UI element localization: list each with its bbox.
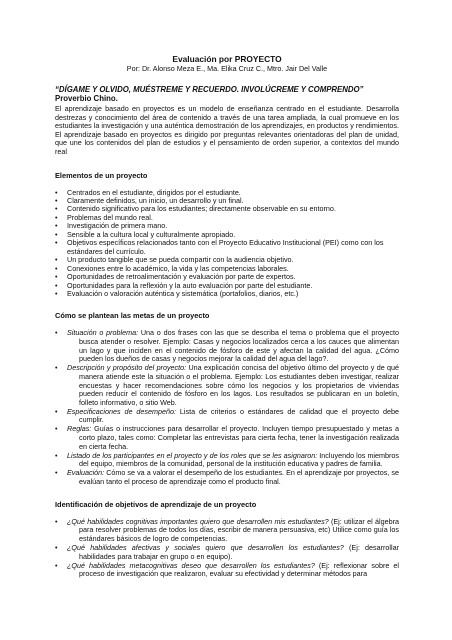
quote-text: “DÍGAME Y OLVIDO, MUÉSTREME Y RECUERDO. INVOLÚCREME Y COMPRENDO” (55, 85, 364, 94)
list-item: • Conexiones entre lo académico, la vida y las competencias laborales. (55, 265, 399, 273)
list-item: • Contenido significativo para los estudiantes; directamente observable en su entorno. (55, 205, 399, 213)
list-item-text: Lista de criterios o estándares de calidad que el proyecto debe cumplir. (79, 406, 399, 425)
list-item-text: (Ej: utilizar el álgebra para resolver problemas de todos los días, escribir de manera persuasiva, etc) Utilice como guía los estándares básicos de logro de competencias. (79, 516, 399, 543)
list-item (55, 364, 399, 407)
list-item: • Oportunidades para la reflexión y la auto evaluación por parte del estudiante. (55, 282, 399, 290)
list-item-term: Descripción y propósito del proyecto: (67, 363, 187, 373)
section-heading-metas: Cómo se plantean las metas de un proyecto (55, 311, 210, 321)
list-item (55, 329, 399, 363)
elementos-list (55, 189, 399, 299)
list-item (55, 425, 399, 451)
list-item: • Investigación de primera mano. (55, 222, 399, 230)
list-item-text: Cómo se va a valorar el desempeño de los estudiantes. En el aprendizaje por proyectos, se evalúan tanto el proceso de aprendizaje como el producto final. (79, 468, 399, 487)
authors-line: Por: Dr. Alonso Meza E., Ma. Elika Cruz C., Mtro. Jair Del Valle (126, 64, 328, 73)
list-item: • Un producto tangible que se pueda compartir con la audiencia objetivo. (55, 256, 399, 264)
list-item (55, 408, 399, 425)
list-item-text: Incluyendo los miembros del equipo, miembros de la comunidad, personal de la institución educativa y padres de familia. (79, 450, 399, 469)
intro-paragraph: El aprendizaje basado en proyectos es un modelo de enseñanza centrado en el estudiante. Desarrolla destrezas y conocimiento del área de contenido a través de una tarea ampliada, la cual promueve en los estudiantes la investigación y una auténtica demostración de los aprendizajes, en productos y rendimientos. El aprendizaje basado en proyectos es dirigido por preguntas relevantes orientadoras del plan de unidad, que une los contenidos del plan de estudios y el pensamiento de orden superior, a contextos del mundo real (55, 104, 400, 156)
list-item-text: Una explicación concisa del objetivo último del proyecto y de qué manera atiende este la situación o el problema. Ejemplo: Los estudiantes deben investigar, realizar encuestas y hacer recomendaciones sobre cómo los negocios y los propietarios de viviendas pueden reducir el contenido de fósforo en los lagos. Los resultados se publicaran en un boletín, folleto informativo, o sitio Web. (79, 363, 400, 407)
list-item: • Problemas del mundo real. (55, 214, 399, 222)
list-item (55, 452, 399, 469)
document-title: Evaluación por PROYECTO (172, 54, 282, 64)
list-item-term: ¿Qué habilidades cognitivas importantes quiero que desarrollen mis estudiantes? (67, 516, 329, 526)
list-item-term: Evaluación: (67, 468, 105, 478)
list-item (55, 469, 399, 486)
list-item (55, 562, 399, 579)
list-item-text: (Ej: desarrollar habilidades para trabajar en grupo o en equipo). (79, 542, 400, 561)
list-item: • Claramente definidos, un inicio, un desarrollo y un final. (55, 197, 399, 205)
list-item: • Objetivos específicos relacionados tanto con el Proyecto Educativo Institucional (PEI) como con los estándares del currículo. (55, 239, 399, 256)
list-item (55, 518, 399, 544)
document-page (55, 54, 399, 592)
list-item-term: Listado de los participantes en el proyecto y de los roles que se les asignaron: (67, 450, 318, 460)
section-heading-elementos: Elementos de un proyecto (55, 170, 148, 180)
list-item-text: Guías o instrucciones para desarrollar el proyecto. Incluyen tiempo presupuestado y metas a corto plazo, tales como: Completar las entrevistas para cierta fecha, tener la investigación realizada en cierta fecha. (79, 424, 399, 451)
list-item-text: Una o dos frases con las que se describa el tema o problema que el proyecto busca atender o resolver. Ejemplo: Casas y negocios localizados cerca a los cauces que alimentan un lago y que inciden en el contenido de fósforo de este y afectan la calidad del agua. ¿Cómo pueden los dueños de casas y negocios mejorar la calidad del agua del lago?. (79, 328, 399, 364)
list-item (55, 544, 399, 561)
list-item-term: Reglas: (67, 424, 92, 434)
list-item-term: Situación o problema: (67, 328, 139, 338)
quote-attribution: Proverbio Chino. (55, 94, 118, 103)
list-item: • Sensible a la cultura local y culturalmente apropiado. (55, 231, 399, 239)
list-item-term: ¿Qué habilidades afectivas y sociales quiero que desarrollen los estudiantes? (67, 542, 344, 552)
proverb-quote (55, 85, 399, 103)
list-item: • Centrados en el estudiante, dirigidos por el estudiante. (55, 189, 399, 197)
list-item-text: (Ej: reflexionar sobre el proceso de investigación que realizaron, evaluar su efectividad y determinar métodos para (79, 560, 400, 579)
list-item-term: ¿Qué habilidades metacognitivas deseo que desarrollen los estudiantes? (67, 560, 315, 570)
list-item-term: Especificaciones de desempeño: (67, 406, 176, 416)
section-heading-objetivos: Identificación de objetivos de aprendizaje de un proyecto (55, 499, 257, 509)
list-item: • Evaluación o valoración auténtica y sistemática (portafolios, diarios, etc.) (55, 290, 399, 298)
objetivos-list (55, 518, 399, 579)
list-item: • Oportunidades de retroalimentación y evaluación por parte de expertos. (55, 273, 399, 281)
metas-list (55, 329, 399, 486)
